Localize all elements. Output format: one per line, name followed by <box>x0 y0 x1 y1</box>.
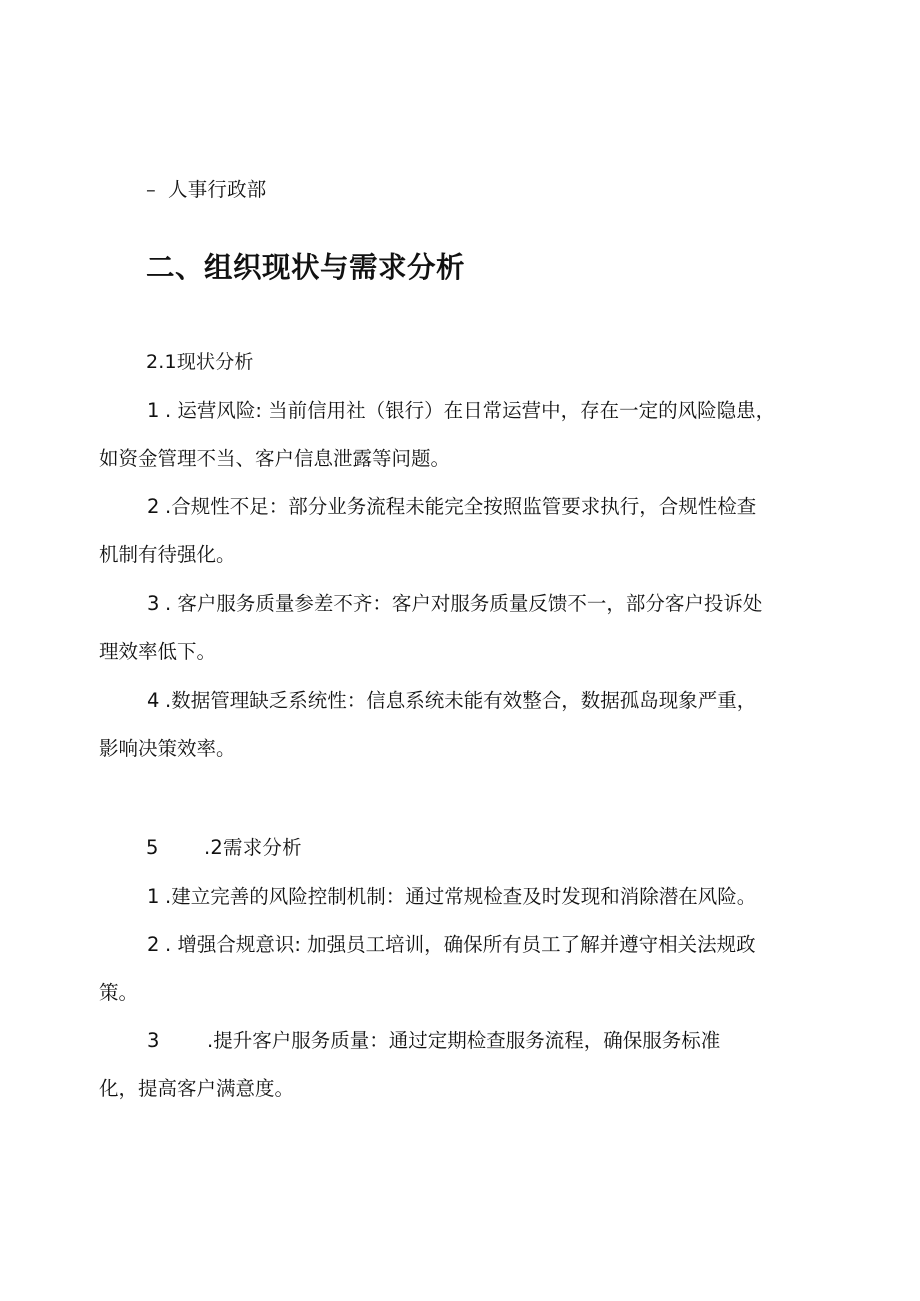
status-item-2-line2: 机制有待强化。 <box>99 543 236 566</box>
item-number: 1 <box>147 399 160 422</box>
item-text: . 客户服务质量参差不齐：客户对服务质量反馈不一，部分客户投诉处 <box>165 592 763 615</box>
item-number: 1 <box>147 885 160 908</box>
needs-item-2-line2: 策。 <box>99 981 139 1004</box>
status-item-3 <box>99 591 829 687</box>
needs-item-1-line1 <box>99 884 829 910</box>
status-item-3-line1 <box>99 591 829 617</box>
item-number: 2 <box>147 495 160 518</box>
status-item-4-line1 <box>99 688 829 714</box>
status-item-1-line1 <box>99 398 829 424</box>
item-text: . 运营风险: 当前信用社（银行）在日常运营中，存在一定的风险隐患， <box>165 399 776 422</box>
needs-item-3 <box>99 1028 829 1124</box>
item-text: .提升客户服务质量：通过定期检查服务流程，确保服务标准 <box>207 1029 721 1052</box>
item-text: .数据管理缺乏系统性：信息系统未能有效整合，数据孤岛现象严重， <box>165 689 757 712</box>
heading-text: .2需求分析 <box>204 836 302 859</box>
status-item-1 <box>99 398 829 494</box>
item-number: 4 <box>147 689 160 712</box>
status-item-2 <box>99 494 829 590</box>
item-text: . 增强合规意识: 加强员工培训，确保所有员工了解并遵守相关法规政 <box>165 933 756 956</box>
item-text: .建立完善的风险控制机制：通过常规检查及时发现和消除潜在风险。 <box>165 885 757 908</box>
needs-item-3-line1 <box>99 1028 829 1054</box>
item-text: .合规性不足：部分业务流程未能完全按照监管要求执行，合规性检查 <box>165 495 757 518</box>
section-title: 二、组织现状与需求分析 <box>146 251 466 284</box>
department-list-item <box>146 177 267 203</box>
subsection-heading-current-status: 2.1现状分析 <box>146 351 254 373</box>
subsection-heading-needs-analysis <box>146 835 302 861</box>
status-item-3-line2: 理效率低下。 <box>99 640 217 663</box>
needs-item-1 <box>99 884 829 932</box>
needs-item-2 <box>99 932 829 1028</box>
department-name: 人事行政部 <box>168 178 267 201</box>
heading-number: 5 <box>146 836 159 859</box>
status-item-1-line2: 如资金管理不当、客户信息泄露等问题。 <box>99 447 451 470</box>
item-number: 3 <box>147 1029 160 1052</box>
status-item-4-line2: 影响决策效率。 <box>99 737 236 760</box>
status-item-2-line1 <box>99 494 829 520</box>
dash-bullet: – <box>146 178 156 201</box>
needs-item-3-line2: 化，提高客户满意度。 <box>99 1077 295 1100</box>
item-number: 2 <box>147 933 160 956</box>
needs-item-2-line1 <box>99 932 829 958</box>
status-item-4 <box>99 688 829 784</box>
item-number: 3 <box>147 592 160 615</box>
